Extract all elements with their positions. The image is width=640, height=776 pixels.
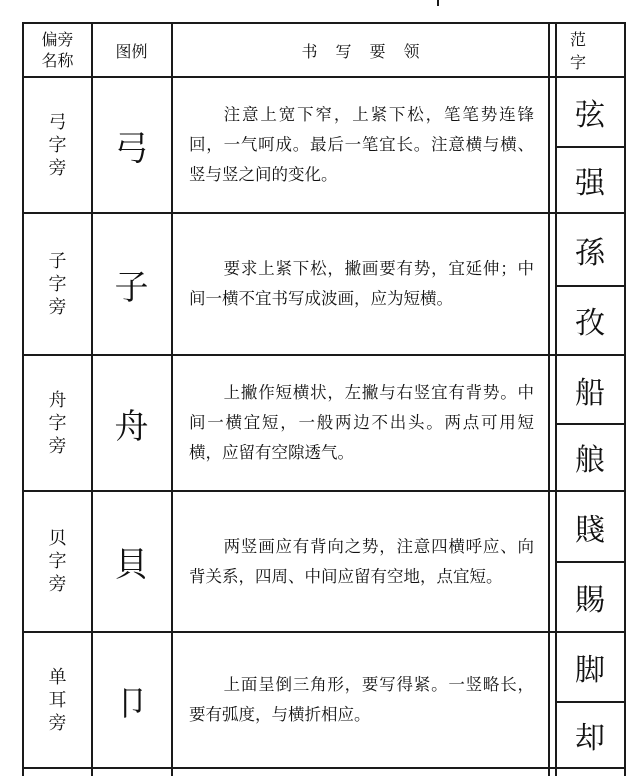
sample-char: 弦 — [575, 98, 605, 133]
sample-char: 脚 — [575, 653, 605, 688]
header-requirements: 书写要领 — [301, 41, 438, 61]
writing-tips: 要求上紧下松，撇画要有势，宜延伸；中间一横不宜书写成波画，应为短横。 — [189, 259, 534, 308]
table-border-right — [624, 22, 626, 776]
sample-char: 孫 — [575, 235, 605, 271]
radical-glyph: 貝 — [114, 545, 149, 585]
radical-glyph: 子 — [114, 267, 149, 308]
writing-tips: 上面呈倒三角形，要写得紧。一竖略长，要有弧度，与横折相应。 — [189, 675, 534, 724]
radical-glyph: 舟 — [114, 406, 149, 447]
sample-char: 船 — [575, 375, 605, 411]
radical-name: 贝 字 旁 — [48, 528, 67, 595]
sample-char: 孜 — [575, 306, 605, 341]
radical-glyph: 弓 — [114, 128, 149, 169]
page-edge-mark — [437, 0, 439, 6]
header-name-line2: 名称 — [41, 51, 74, 70]
writing-tips: 注意上宽下窄，上紧下松，笔笔势连锋回，一气呵成。最后一笔宜长。注意横与横、竖与竖之间的变化。 — [189, 105, 534, 184]
radical-glyph: 卩 — [114, 683, 149, 724]
row-divider — [22, 767, 626, 769]
header-example: 图例 — [115, 41, 148, 61]
sample-char: 賤 — [575, 512, 605, 548]
sample-char: 强 — [575, 165, 605, 201]
radical-name: 弓 字 旁 — [48, 111, 67, 179]
header-name-line1: 偏旁 — [41, 30, 74, 49]
writing-tips: 上撇作短横状，左撇与右竖宜有背势。中间一横宜短，一般两边不出头。两点可用短横，应留有空隙透气。 — [189, 383, 534, 462]
writing-tips: 两竖画应有背向之势，注意四横呼应、向背关系，四周、中间应留有空地，点宜短。 — [189, 536, 534, 586]
radical-name: 子 字 旁 — [48, 250, 67, 318]
sample-char: 艆 — [575, 443, 605, 478]
column-divider — [548, 22, 550, 776]
radical-name: 舟 字 旁 — [48, 389, 67, 457]
sample-char: 賜 — [575, 582, 605, 618]
header-radical-name — [24, 24, 91, 76]
radical-name: 单 耳 旁 — [48, 666, 67, 734]
header-sample: 范字 — [570, 30, 601, 72]
sample-char: 却 — [575, 720, 605, 756]
